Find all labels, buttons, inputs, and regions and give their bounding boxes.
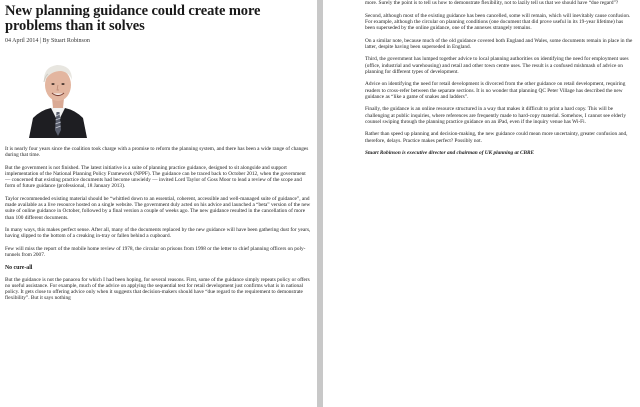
article-paragraph: Third, the government has lumped together advice to local planning authorities on identifying the need for employment uses (office, industrial and warehousing) and retail and other town centre uses. The result is a confused mishmash of advice on planning for different types of development.	[365, 56, 629, 75]
dateline: 04 April 2014 | By Stuart Robinson	[5, 38, 90, 44]
article-title: New planning guidance could create more problems than it solves	[5, 3, 261, 34]
article-paragraph: On a similar note, because much of the old guidance covered both England and Wales, some documents remain in place in the latter, despite having been superseded in England.	[365, 37, 633, 50]
article-paragraph: Taylor recommended existing material should be “whittled down to an essential, coherent, accessible and well-managed suite of guidance”, and made available as a live resource hosted on a single website. The government duly acted on his advice and launched a “beta” version of the new suite of online guidance in October, followed by a final version a couple of weeks ago. The new guidance resulted in the cancellation of more than 100 different documents.	[5, 196, 311, 221]
article-paragraph: But the guidance is not the panacea for which I had been hoping, for several reasons. First, some of the guidance simply repeats policy or offers no useful assistance. For example, much of the advice on applying the sequential test for retail development just confirms what is in national policy. It gets close to offering advice only when it suggests that decision-makers should have “due regard to the requirement to demonstrate flexibility”. But it says nothing	[5, 276, 310, 302]
right-page	[323, 0, 640, 407]
article-paragraph: It is nearly four years since the coalition took charge with a promise to reform the planning system, and there has been a wide range of changes during that time.	[5, 146, 309, 159]
article-paragraph: Second, although most of the existing guidance has been cancelled, some will remain, which will inevitably cause confusion. For example, although the circular on planning conditions (one document that did prove useful in its 19-year lifetime) has been superseded by the online guidance, one of the annexes strangely remains.	[365, 12, 631, 31]
article-paragraph: more. Surely the point is to tell us how to demonstrate flexibility, not to lazily tell us that we should have “due regard”?	[365, 0, 619, 6]
article-paragraph: Finally, the guidance is an online resource structured in a way that makes it difficult to print a hard copy. This will be challenging at public inquiries, where references are frequently made to hard-copy material. Somehow, I cannot see elderly counsel swiping through the planning practice guidance on an iPad, even if the inquiry venue has Wi-Fi.	[365, 106, 627, 125]
article-paragraph: In many ways, this makes perfect sense. After all, many of the documents replaced by the new guidance will have been gathering dust for years, having slipped to the bottom of a creaking in-tray or fallen behind a cupboard.	[5, 227, 311, 240]
author-note: Stuart Robinson is executive director and chairman of UK planning at CBRE	[365, 150, 535, 157]
left-page	[0, 0, 317, 407]
article-paragraph: Few will miss the report of the mobile home review of 1978, the circular on prisons from 1998 or the letter to chief planning officers on poly-tunnels from 2007.	[5, 246, 306, 259]
article-paragraph: But the government is not finished. The latest initiative is a suite of planning practice guidance, designed to sit alongside and support implementation of the National Planning Policy Framework (NPPF). The guidance can be traced back to October 2012, when the government — concerned that existing practice documents had become unwieldy — invited Lord Taylor of Goss Moor to lead a review of the scope and form of future guidance (professional, 18 January 2013).	[5, 164, 306, 190]
article-paragraph: Rather than speed up planning and decision-making, the new guidance could mean more uncertainty, greater confusion and, therefore, delays. Practice makes perfect? Possibly not.	[365, 131, 628, 144]
author-photo	[27, 52, 89, 138]
article-paragraph: Advice on identifying the need for retail development is divorced from the other guidance on retail development, requiring readers to cross-refer between the separate sections. It is no wonder that planning QC Peter Village has described the new guidance as “like a game of snakes and ladders”.	[365, 81, 626, 100]
section-subheading: No cure-all	[5, 264, 33, 271]
